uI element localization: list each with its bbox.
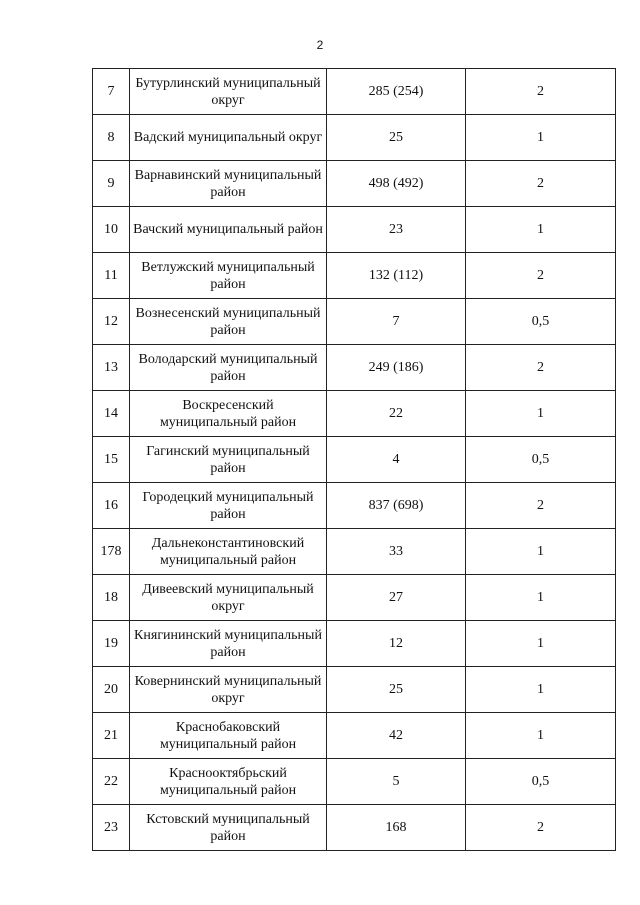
value-count: 5: [327, 759, 466, 805]
row-number: 7: [93, 69, 130, 115]
value-count: 42: [327, 713, 466, 759]
table-row: [93, 437, 616, 483]
row-number: 11: [93, 253, 130, 299]
district-name: Городецкий муниципальный район: [130, 483, 327, 529]
table-row: [93, 805, 616, 851]
value-rate: 1: [466, 621, 616, 667]
page-number: 2: [316, 38, 324, 52]
value-count: 33: [327, 529, 466, 575]
row-number: 9: [93, 161, 130, 207]
value-count: 27: [327, 575, 466, 621]
value-rate: 1: [466, 575, 616, 621]
row-number: 23: [93, 805, 130, 851]
table-row: [93, 69, 616, 115]
district-name: Володарский муниципальный район: [130, 345, 327, 391]
row-number: 19: [93, 621, 130, 667]
value-rate: 0,5: [466, 437, 616, 483]
table-row: [93, 713, 616, 759]
value-count: 168: [327, 805, 466, 851]
row-number: 20: [93, 667, 130, 713]
value-count: 249 (186): [327, 345, 466, 391]
district-name: Ковернинский муниципальный округ: [130, 667, 327, 713]
district-name: Воскресенский муниципальный район: [130, 391, 327, 437]
value-count: 12: [327, 621, 466, 667]
row-number: 15: [93, 437, 130, 483]
district-name: Бутурлинский муниципальный округ: [130, 69, 327, 115]
value-rate: 2: [466, 69, 616, 115]
table-row: [93, 115, 616, 161]
table-row: [93, 575, 616, 621]
value-rate: 2: [466, 161, 616, 207]
district-name: Княгининский муниципальный район: [130, 621, 327, 667]
value-rate: 2: [466, 253, 616, 299]
table-row: [93, 391, 616, 437]
value-rate: 1: [466, 529, 616, 575]
value-count: 837 (698): [327, 483, 466, 529]
value-rate: 1: [466, 667, 616, 713]
value-rate: 2: [466, 805, 616, 851]
table-row: [93, 667, 616, 713]
value-count: 7: [327, 299, 466, 345]
value-rate: 1: [466, 713, 616, 759]
value-count: 4: [327, 437, 466, 483]
value-rate: 1: [466, 115, 616, 161]
district-name: Краснооктябрьский муниципальный район: [130, 759, 327, 805]
district-name: Вознесенский муниципальный район: [130, 299, 327, 345]
value-rate: 1: [466, 207, 616, 253]
row-number: 12: [93, 299, 130, 345]
table-row: [93, 161, 616, 207]
value-count: 132 (112): [327, 253, 466, 299]
table-body: [93, 69, 616, 851]
row-number: 13: [93, 345, 130, 391]
table-row: [93, 207, 616, 253]
table-row: [93, 253, 616, 299]
value-count: 498 (492): [327, 161, 466, 207]
table-row: [93, 759, 616, 805]
district-name: Дальнеконстантиновский муниципальный район: [130, 529, 327, 575]
value-count: 25: [327, 115, 466, 161]
value-count: 22: [327, 391, 466, 437]
row-number: 8: [93, 115, 130, 161]
table-row: [93, 621, 616, 667]
table-row: [93, 529, 616, 575]
district-name: Краснобаковский муниципальный район: [130, 713, 327, 759]
value-rate: 0,5: [466, 759, 616, 805]
row-number: 178: [93, 529, 130, 575]
table-row: [93, 299, 616, 345]
value-rate: 2: [466, 483, 616, 529]
table-row: [93, 345, 616, 391]
row-number: 21: [93, 713, 130, 759]
district-name: Вадский муниципальный округ: [130, 115, 327, 161]
value-rate: 2: [466, 345, 616, 391]
row-number: 10: [93, 207, 130, 253]
district-name: Варнавинский муниципальный район: [130, 161, 327, 207]
row-number: 16: [93, 483, 130, 529]
district-name: Ветлужский муниципальный район: [130, 253, 327, 299]
value-count: 25: [327, 667, 466, 713]
district-name: Вачский муниципальный район: [130, 207, 327, 253]
row-number: 14: [93, 391, 130, 437]
district-name: Дивеевский муниципальный округ: [130, 575, 327, 621]
row-number: 22: [93, 759, 130, 805]
value-count: 285 (254): [327, 69, 466, 115]
value-count: 23: [327, 207, 466, 253]
table-row: [93, 483, 616, 529]
district-name: Гагинский муниципальный район: [130, 437, 327, 483]
district-name: Кстовский муниципальный район: [130, 805, 327, 851]
row-number: 18: [93, 575, 130, 621]
data-table: [92, 68, 616, 851]
value-rate: 0,5: [466, 299, 616, 345]
value-rate: 1: [466, 391, 616, 437]
